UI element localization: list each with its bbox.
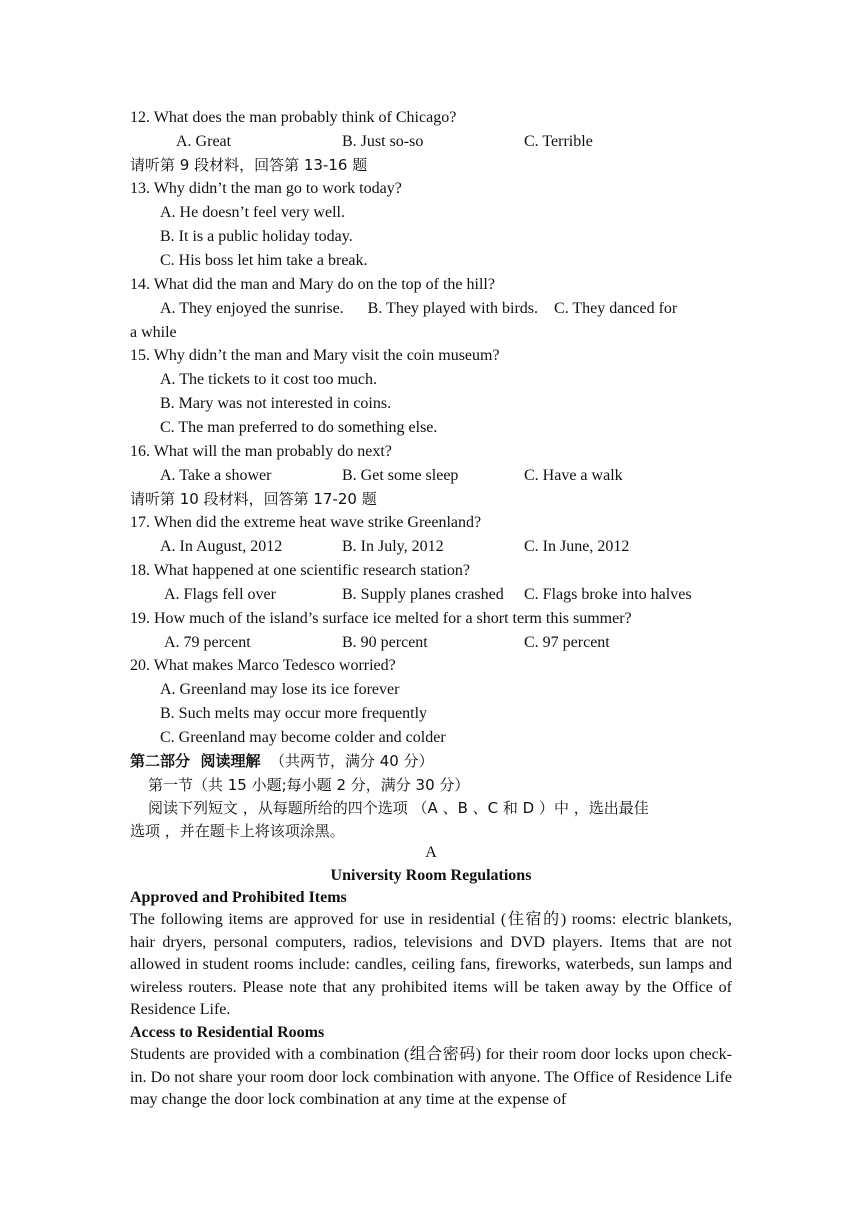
q14-options: A. They enjoyed the sunrise. B. They played with birds. C. They danced for <box>160 300 678 317</box>
section-9-heading: 请听第 9 段材料，回答第 13-16 题 <box>130 156 368 174</box>
q19-stem: 19. How much of the island’s surface ice melted for a short term this summer? <box>130 610 632 627</box>
paragraph-access: Students are provided with a combination (组合密码) for their room door locks upon check-in. Do not share your room door lock combination with anyone. The Office of Residence Life may change the door lock combination at any time at the expense of <box>130 1046 732 1108</box>
q20-option-c: C. Greenland may become colder and colder <box>160 729 446 746</box>
q19-option-c: C. 97 percent <box>524 634 610 651</box>
q12-option-b: B. Just so-so <box>342 133 424 150</box>
q15-option-b: B. Mary was not interested in coins. <box>160 395 392 412</box>
q15-stem: 15. Why didn’t the man and Mary visit the coin museum? <box>130 347 500 364</box>
q18-stem: 18. What happened at one scientific research station? <box>130 562 471 579</box>
passage-title: University Room Regulations <box>330 867 532 884</box>
q14-options-continued: a while <box>130 324 177 341</box>
q18-option-a: A. Flags fell over <box>164 586 276 603</box>
instruction-line-2: 选项 ，并在题卡上将该项涂黑。 <box>130 822 345 840</box>
section-10-heading: 请听第 10 段材料，回答第 17-20 题 <box>130 490 377 508</box>
q13-option-a: A. He doesn’t feel very well. <box>160 204 345 221</box>
q20-option-a: A. Greenland may lose its ice forever <box>160 681 400 698</box>
section-heading-access: Access to Residential Rooms <box>130 1024 325 1041</box>
section-1-heading: 第一节（共 15 小题;每小题 2 分，满分 30 分） <box>148 776 470 794</box>
q14-stem: 14. What did the man and Mary do on the top of the hill? <box>130 276 495 293</box>
q16-option-c: C. Have a walk <box>524 467 623 484</box>
q17-option-a: A. In August, 2012 <box>160 538 283 555</box>
part-2-heading <box>130 751 434 771</box>
q18-option-c: C. Flags broke into halves <box>524 586 692 603</box>
q20-option-b: B. Such melts may occur more frequently <box>160 705 428 722</box>
passage-letter: A <box>425 844 437 861</box>
q13-stem: 13. Why didn’t the man go to work today? <box>130 180 402 197</box>
q16-option-b: B. Get some sleep <box>342 467 459 484</box>
q12-stem: 12. What does the man probably think of Chicago? <box>130 109 457 126</box>
q13-option-b: B. It is a public holiday today. <box>160 228 353 245</box>
part-2-title: 第二部分 阅读理解 <box>130 752 261 770</box>
q16-stem: 16. What will the man probably do next? <box>130 443 392 460</box>
q15-option-c: C. The man preferred to do something else. <box>160 419 438 436</box>
q15-option-a: A. The tickets to it cost too much. <box>160 371 378 388</box>
q19-option-a: A. 79 percent <box>164 634 251 651</box>
q20-stem: 20. What makes Marco Tedesco worried? <box>130 657 396 674</box>
instruction-line-1: 阅读下列短文 ，从每题所给的四个选项 （A 、B 、C 和 D ）中 ，选出最佳 <box>148 799 649 817</box>
paragraph-approved-items: The following items are approved for use in residential (住宿的) rooms: electric blankets, hair dryers, personal computers, radios, televisions and DVD players. Items that are not allowed in student rooms include: candles, ceiling fans, fireworks, waterbeds, sun lamps and wireless routers. Please note that any prohibited items will be taken away by the Office of Residence Life. <box>130 911 732 1018</box>
q13-option-c: C. His boss let him take a break. <box>160 252 368 269</box>
section-heading-approved-items: Approved and Prohibited Items <box>130 889 347 906</box>
q17-stem: 17. When did the extreme heat wave strike Greenland? <box>130 514 482 531</box>
q17-option-c: C. In June, 2012 <box>524 538 630 555</box>
part-2-note: （共两节，满分 40 分） <box>270 752 434 770</box>
q18-option-b: B. Supply planes crashed <box>342 586 504 603</box>
q12-option-c: C. Terrible <box>524 133 593 150</box>
q12-option-a: A. Great <box>176 133 232 150</box>
q16-option-a: A. Take a shower <box>160 467 272 484</box>
q17-option-b: B. In July, 2012 <box>342 538 444 555</box>
q19-option-b: B. 90 percent <box>342 634 428 651</box>
